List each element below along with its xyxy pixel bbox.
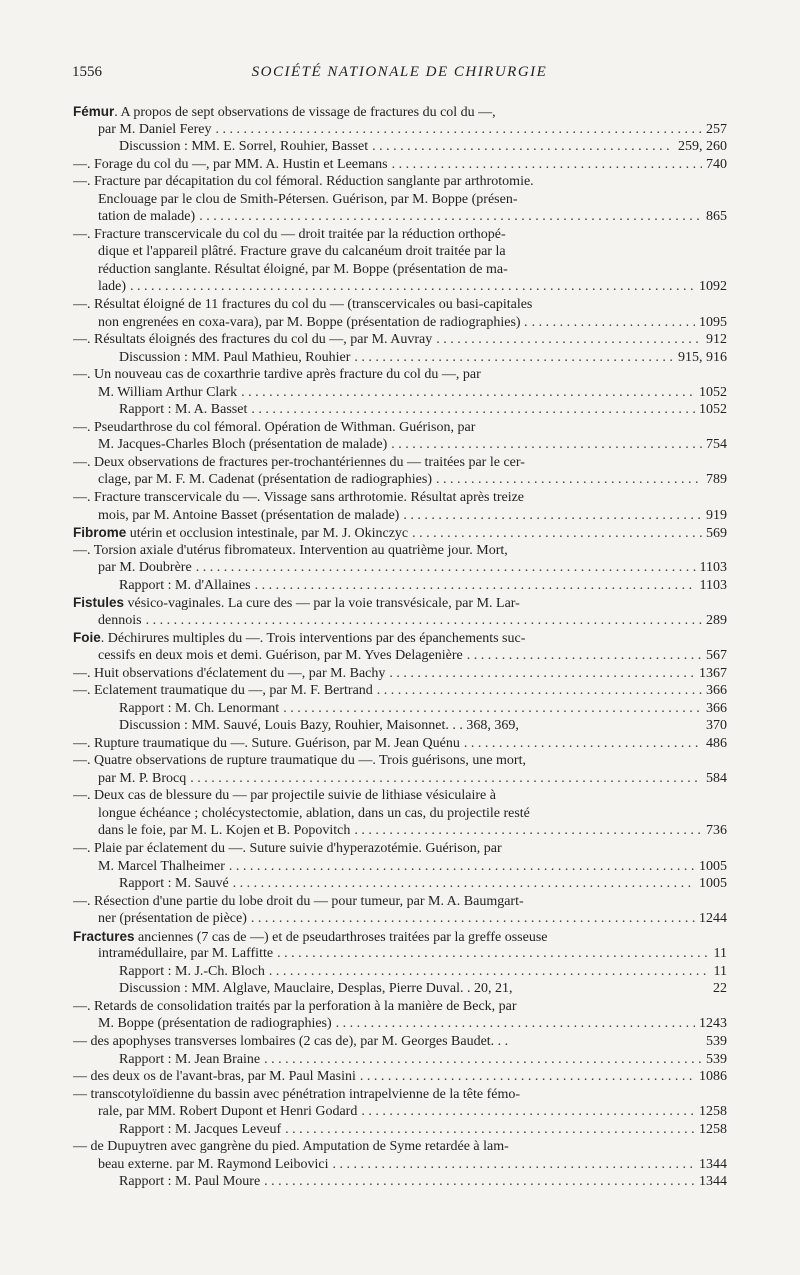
entry-body: Rapport : M. Jean Braine xyxy=(119,1051,261,1067)
index-line xyxy=(73,700,727,718)
dot-leader xyxy=(532,314,695,332)
page-reference: 1092 xyxy=(699,279,727,295)
entry-body: M. Boppe (présentation de radiographies) xyxy=(98,1016,332,1032)
index-line xyxy=(73,980,727,998)
index-line xyxy=(73,507,727,525)
entry-body: intramédullaire, par M. Laffitte xyxy=(98,946,274,962)
index-line xyxy=(73,805,727,823)
page-reference: 1367 xyxy=(699,665,727,681)
entry-keyword: Foie xyxy=(73,630,101,646)
index-line xyxy=(73,1173,727,1191)
index-line xyxy=(73,875,727,893)
entry-body: beau externe. par M. Raymond Leibovici xyxy=(98,1156,329,1172)
index-line xyxy=(73,436,727,454)
index-line xyxy=(73,226,727,244)
dot-leader xyxy=(361,1103,695,1121)
entry-text xyxy=(98,647,463,665)
dot-leader xyxy=(130,278,695,296)
entry-body: non engrenées en coxa-vara), par M. Boppe (présentation de radiographies) . xyxy=(98,314,528,330)
page-reference: 1052 xyxy=(699,402,727,418)
entry-body: —. Deux cas de blessure du — par projectile suivie de lithiase vésiculaire à xyxy=(73,788,496,804)
entry-body: Rapport : M. d'Allaines xyxy=(119,577,251,593)
index-line xyxy=(73,559,727,577)
page-reference: 754 xyxy=(706,437,727,453)
index-line xyxy=(73,524,727,542)
entry-text xyxy=(73,752,526,770)
dot-leader xyxy=(464,735,702,753)
entry-text xyxy=(73,1068,356,1086)
entry-text xyxy=(98,805,530,823)
entry-text xyxy=(98,1103,357,1121)
entry-body: —. Retards de consolidation traités par la perforation à la manière de Beck, par xyxy=(73,998,517,1014)
page-reference: 1086 xyxy=(699,1069,727,1085)
dot-leader xyxy=(190,770,702,788)
index-line xyxy=(73,1015,727,1033)
entry-text xyxy=(119,875,229,893)
page-reference: 370 xyxy=(706,718,727,734)
dot-leader xyxy=(241,384,695,402)
entry-text xyxy=(119,717,519,735)
entry-text xyxy=(98,822,350,840)
index-line xyxy=(73,191,727,209)
index-line xyxy=(73,665,727,683)
dot-leader xyxy=(360,1068,695,1086)
dot-leader xyxy=(285,1121,695,1139)
entry-body: lade) xyxy=(98,279,126,295)
entry-text xyxy=(73,103,496,121)
dot-leader xyxy=(277,945,709,963)
entry-body: par M. P. Brocq xyxy=(98,770,187,786)
entry-text xyxy=(98,858,225,876)
entry-body: dennois xyxy=(98,612,142,628)
entry-body: Rapport : M. Jacques Leveuf xyxy=(119,1121,282,1137)
index-line xyxy=(73,542,727,560)
page-reference: 1005 xyxy=(699,876,727,892)
dot-leader xyxy=(333,1156,695,1174)
dot-leader xyxy=(283,700,702,718)
page-reference: 11 xyxy=(713,946,727,962)
entry-text xyxy=(73,419,475,437)
index-line xyxy=(73,243,727,261)
entry-keyword: Fistules xyxy=(73,595,125,611)
entry-text xyxy=(119,1051,260,1069)
entry-text xyxy=(73,594,520,612)
index-line xyxy=(73,489,727,507)
entry-body: par M. Daniel Ferey xyxy=(98,121,212,137)
entry-text xyxy=(119,401,247,419)
entry-text xyxy=(73,542,508,560)
entry-text xyxy=(73,998,517,1016)
entry-body: Discussion : MM. Sauvé, Louis Bazy, Rouhier, Maisonnet. . . 368, 369, xyxy=(119,718,519,734)
entry-text xyxy=(98,559,192,577)
entry-text xyxy=(119,138,368,156)
entry-body: —. Rupture traumatique du —. Suture. Guérison, par M. Jean Quénu xyxy=(73,735,460,751)
entry-text xyxy=(73,226,506,244)
entry-text xyxy=(119,963,265,981)
index-line xyxy=(73,787,727,805)
index-entries xyxy=(73,103,727,1191)
dot-leader xyxy=(229,858,695,876)
entry-body: réduction sanglante. Résultat éloigné, par M. Boppe (présentation de ma- xyxy=(98,261,508,277)
page-reference: 1243 xyxy=(699,1016,727,1032)
entry-body: Rapport : M. Paul Moure xyxy=(119,1174,261,1190)
index-line xyxy=(73,1033,727,1051)
entry-body: rale, par MM. Robert Dupont et Henri Godard xyxy=(98,1104,358,1120)
entry-text xyxy=(98,471,432,489)
dot-leader xyxy=(233,875,695,893)
entry-text xyxy=(73,629,525,647)
index-line xyxy=(73,401,727,419)
entry-body: clage, par M. F. M. Cadenat (présentation de radiographies) xyxy=(98,472,432,488)
entry-text xyxy=(73,296,532,314)
dot-leader xyxy=(146,612,702,630)
dot-leader xyxy=(196,559,696,577)
page-reference: 257 xyxy=(706,121,727,137)
entry-body: —. Pseudarthrose du col fémoral. Opération de Withman. Guérison, par xyxy=(73,419,476,435)
entry-text xyxy=(73,665,385,683)
dot-leader xyxy=(255,577,696,595)
index-line xyxy=(73,822,727,840)
entry-text xyxy=(119,700,279,718)
entry-text xyxy=(73,331,432,349)
index-line xyxy=(73,1156,727,1174)
entry-body: —. Un nouveau cas de coxarthrie tardive après fracture du col du —, par xyxy=(73,367,481,383)
dot-leader xyxy=(389,665,695,683)
entry-body: M. Marcel Thalheimer xyxy=(98,858,225,874)
page-reference: 539 xyxy=(706,1051,727,1067)
dot-leader xyxy=(436,331,702,349)
entry-body: tation de malade) xyxy=(98,209,196,225)
page-reference: 289 xyxy=(706,612,727,628)
entry-body: Enclouage par le clou de Smith-Pétersen. Guérison, par M. Boppe (présen- xyxy=(98,191,518,207)
dot-leader xyxy=(251,910,695,928)
index-line xyxy=(73,471,727,489)
dot-leader xyxy=(436,471,702,489)
index-line xyxy=(73,261,727,279)
entry-text xyxy=(98,314,528,332)
page-reference: 1103 xyxy=(699,560,727,576)
entry-body: dans le foie, par M. L. Kojen et B. Popovitch xyxy=(98,823,351,839)
index-line xyxy=(73,384,727,402)
index-line xyxy=(73,893,727,911)
entry-text xyxy=(98,121,212,139)
entry-body: —. Plaie par éclatement du —. Suture suivie d'hyperazotémie. Guérison, par xyxy=(73,840,502,856)
page-number: 1556 xyxy=(72,64,102,80)
index-line xyxy=(73,121,727,139)
index-line xyxy=(73,752,727,770)
page-reference: 789 xyxy=(706,472,727,488)
entry-body: —. Résection d'une partie du lobe droit du — pour tumeur, par M. A. Baumgart- xyxy=(73,893,524,909)
index-line xyxy=(73,717,727,735)
entry-body: —. Résultat éloigné de 11 fractures du col du — (transcervicales ou basi-capitales xyxy=(73,297,533,313)
page-reference: 567 xyxy=(706,647,727,663)
entry-text xyxy=(98,770,186,788)
index-line xyxy=(73,1086,727,1104)
page-reference: 22 xyxy=(713,981,727,997)
entry-text xyxy=(73,454,525,472)
entry-body: ner (présentation de pièce) xyxy=(98,911,247,927)
entry-text xyxy=(98,261,508,279)
page-reference: 11 xyxy=(713,963,727,979)
index-line xyxy=(73,998,727,1016)
dot-leader xyxy=(412,525,702,542)
entry-body: . Déchirures multiples du —. Trois interventions par des épanchements suc- xyxy=(100,631,526,647)
dot-leader xyxy=(392,156,702,174)
page-reference: 912 xyxy=(706,332,727,348)
index-line xyxy=(73,858,727,876)
entry-text xyxy=(73,735,460,753)
entry-body: M. Jacques-Charles Bloch (présentation de malade) xyxy=(98,437,388,453)
page-reference: 1258 xyxy=(699,1104,727,1120)
entry-body: mois, par M. Antoine Basset (présentation de malade) xyxy=(98,507,400,523)
index-line xyxy=(73,138,727,156)
entry-body: . A propos de sept observations de vissage de fractures du col du —, xyxy=(114,105,496,120)
entry-text xyxy=(98,945,273,963)
page-reference: 740 xyxy=(706,156,727,172)
entry-text xyxy=(119,1173,260,1191)
entry-body: Discussion : MM. Paul Mathieu, Rouhier xyxy=(119,349,351,365)
entry-text xyxy=(73,173,534,191)
entry-text xyxy=(98,278,126,296)
index-line xyxy=(73,314,727,332)
index-line xyxy=(73,296,727,314)
dot-leader xyxy=(199,208,702,226)
index-line xyxy=(73,173,727,191)
entry-keyword: Fémur xyxy=(73,104,115,119)
page-reference: 486 xyxy=(706,735,727,751)
dot-leader xyxy=(269,963,710,981)
page-reference: 1244 xyxy=(699,911,727,927)
dot-leader xyxy=(251,401,695,419)
index-line xyxy=(73,840,727,858)
entry-text xyxy=(98,208,195,226)
index-line xyxy=(73,1103,727,1121)
entry-text xyxy=(98,1015,332,1033)
page-reference: 569 xyxy=(706,526,727,542)
page-reference: 1103 xyxy=(699,577,727,593)
entry-body: M. William Arthur Clark xyxy=(98,384,238,400)
entry-text xyxy=(73,928,548,946)
index-line xyxy=(73,647,727,665)
dot-leader xyxy=(216,121,702,139)
entry-text xyxy=(73,840,502,858)
index-line xyxy=(73,770,727,788)
index-line xyxy=(73,349,727,367)
entry-text xyxy=(73,156,388,174)
index-line xyxy=(73,629,727,647)
entry-text xyxy=(73,787,496,805)
entry-text xyxy=(119,1121,281,1139)
page-reference: 366 xyxy=(706,700,727,716)
entry-text xyxy=(73,1086,520,1104)
entry-body: —. Fracture transcervicale du —. Vissage sans arthrotomie. Résultat après treize xyxy=(73,490,525,506)
entry-text xyxy=(98,612,142,630)
entry-body: Discussion : MM. Alglave, Mauclaire, Desplas, Pierre Duval. . 20, 21, xyxy=(119,981,513,997)
entry-body: —. Fracture transcervicale du col du — droit traitée par la réduction orthopé- xyxy=(73,226,506,242)
page-reference: 1052 xyxy=(699,384,727,400)
entry-body: — de Dupuytren avec gangrène du pied. Amputation de Syme retardée à lam- xyxy=(73,1139,509,1155)
index-line xyxy=(73,612,727,630)
index-line xyxy=(73,278,727,296)
index-line xyxy=(73,366,727,384)
entry-text xyxy=(73,893,524,911)
entry-body: — des apophyses transverses lombaires (2 cas de), par M. Georges Baudet. . . xyxy=(73,1033,509,1049)
page-reference: 919 xyxy=(706,507,727,523)
entry-body: Discussion : MM. E. Sorrel, Rouhier, Basset xyxy=(119,139,369,155)
entry-body: —. Résultats éloignés des fractures du col du —, par M. Auvray xyxy=(73,332,433,348)
entry-body: —. Torsion axiale d'utérus fibromateux. Intervention au quatrième jour. Mort, xyxy=(73,542,508,558)
page-header xyxy=(72,64,727,88)
page-reference: 366 xyxy=(706,683,727,699)
entry-body: cessifs en deux mois et demi. Guérison, par M. Yves Delagenière xyxy=(98,647,463,663)
entry-body: —. Forage du col du —, par MM. A. Hustin et Leemans xyxy=(73,156,388,172)
entry-body: —. Eclatement traumatique du —, par M. F. Bertrand xyxy=(73,683,373,699)
index-line xyxy=(73,577,727,595)
index-line xyxy=(73,1121,727,1139)
index-line xyxy=(73,910,727,928)
entry-keyword: Fibrome xyxy=(73,525,127,541)
entry-text xyxy=(73,489,524,507)
dot-leader xyxy=(264,1173,695,1191)
entry-body: utérin et occlusion intestinale, par M. J. Okinczyc xyxy=(126,526,409,542)
entry-body: Rapport : M. A. Basset xyxy=(119,402,248,418)
index-line xyxy=(73,928,727,946)
entry-text xyxy=(73,524,408,542)
entry-body: —. Huit observations d'éclatement du —, par M. Bachy xyxy=(73,665,386,681)
entry-text xyxy=(98,436,387,454)
entry-text xyxy=(98,243,506,261)
dot-leader xyxy=(377,682,702,700)
entry-body: anciennes (7 cas de —) et de pseudarthroses traitées par la greffe osseuse xyxy=(134,929,548,945)
entry-text xyxy=(73,682,373,700)
entry-body: par M. Doubrère xyxy=(98,560,192,576)
entry-text xyxy=(119,980,513,998)
index-line xyxy=(73,454,727,472)
entry-body: dique et l'appareil plâtré. Fracture grave du calcanéum droit traitée par la xyxy=(98,244,506,260)
entry-text xyxy=(73,366,481,384)
index-line xyxy=(73,682,727,700)
entry-text xyxy=(98,1156,329,1174)
index-line xyxy=(73,156,727,174)
running-title: SOCIÉTÉ NATIONALE DE CHIRURGIE xyxy=(251,64,548,80)
entry-body: —. Deux observations de fractures per-trochantériennes du — traitées par le cer- xyxy=(73,454,525,470)
entry-body: Rapport : M. Sauvé xyxy=(119,876,229,892)
index-line xyxy=(73,208,727,226)
page-reference: 865 xyxy=(706,209,727,225)
page-reference: 1095 xyxy=(699,314,727,330)
entry-text xyxy=(73,1033,508,1051)
index-line xyxy=(73,945,727,963)
index-line xyxy=(73,331,727,349)
entry-body: —. Quatre observations de rupture traumatique du —. Trois guérisons, une mort, xyxy=(73,753,526,769)
index-line xyxy=(73,735,727,753)
entry-text xyxy=(73,1138,509,1156)
page-reference: 915, 916 xyxy=(678,349,727,365)
page-reference: 584 xyxy=(706,770,727,786)
index-line xyxy=(73,1068,727,1086)
entry-keyword: Fractures xyxy=(73,928,135,944)
entry-body: vésico-vaginales. La cure des — par la voie transvésicale, par M. Lar- xyxy=(124,596,520,612)
page-reference: 1005 xyxy=(699,858,727,874)
entry-text xyxy=(98,384,237,402)
index-line xyxy=(73,1138,727,1156)
page-reference: 539 xyxy=(706,1033,727,1049)
entry-text xyxy=(119,349,350,367)
dot-leader xyxy=(372,138,674,156)
entry-body: longue échéance ; cholécystectomie, ablation, dans un cas, du projectile resté xyxy=(98,805,530,821)
index-line xyxy=(73,1051,727,1069)
index-line xyxy=(73,419,727,437)
entry-text xyxy=(98,910,247,928)
index-line xyxy=(73,103,727,121)
dot-leader xyxy=(354,822,702,840)
dot-leader xyxy=(354,349,674,367)
page-reference: 259, 260 xyxy=(678,139,727,155)
dot-leader xyxy=(403,507,702,525)
entry-text xyxy=(98,191,518,209)
entry-body: Rapport : M. J.-Ch. Bloch xyxy=(119,963,265,979)
page-reference: 1344 xyxy=(699,1156,727,1172)
entry-body: —. Fracture par décapitation du col fémoral. Réduction sanglante par arthrotomie. xyxy=(73,174,534,190)
dot-leader xyxy=(336,1015,695,1033)
page-reference: 736 xyxy=(706,823,727,839)
entry-text xyxy=(119,577,251,595)
dot-leader xyxy=(391,436,702,454)
dot-leader xyxy=(264,1051,702,1069)
entry-text xyxy=(98,507,399,525)
page-reference: 1344 xyxy=(699,1174,727,1190)
page-reference: 1258 xyxy=(699,1121,727,1137)
index-line xyxy=(73,963,727,981)
entry-body: Rapport : M. Ch. Lenormant xyxy=(119,700,280,716)
dot-leader xyxy=(467,647,702,665)
entry-body: — des deux os de l'avant-bras, par M. Paul Masini xyxy=(73,1069,356,1085)
index-line xyxy=(73,594,727,612)
entry-body: — transcotyloïdienne du bassin avec pénétration intrapelvienne de la tête fémo- xyxy=(73,1086,521,1102)
